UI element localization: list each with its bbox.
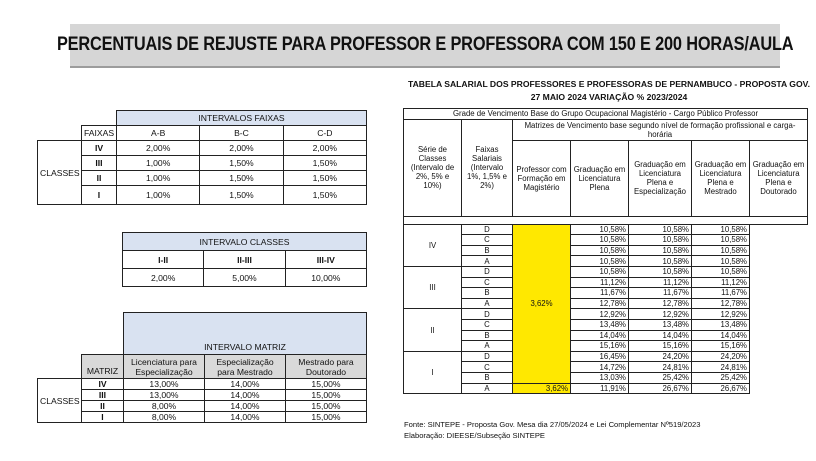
cell: 24,20% — [629, 351, 692, 362]
cell: 1,50% — [283, 186, 366, 205]
faixa-label: A — [462, 256, 513, 267]
cell: 10,58% — [692, 224, 750, 235]
cell: 13,00% — [124, 390, 205, 401]
cell: 11,12% — [629, 277, 692, 288]
cell: 12,78% — [571, 298, 629, 309]
cell: 11,12% — [571, 277, 629, 288]
spacer-row — [404, 216, 808, 224]
cell: 10,00% — [285, 269, 366, 287]
cell: 10,58% — [629, 256, 692, 267]
table-corner — [82, 111, 117, 126]
classes-title: INTERVALO CLASSES — [123, 233, 367, 251]
faixa-label: C — [462, 277, 513, 288]
column-header-mestrado: Graduação em Licenciatura Plena e Mestrado — [692, 140, 750, 216]
cell: 14,04% — [629, 330, 692, 341]
faixas-table — [37, 110, 367, 205]
faixas-row-header: FAIXAS — [82, 126, 117, 141]
column-header: I-II — [123, 251, 204, 269]
table-row — [404, 341, 808, 352]
column-header: III-IV — [285, 251, 366, 269]
table-corner — [82, 313, 124, 355]
source-note: Fonte: SINTEPE - Proposta Gov. Mesa dia 27/05/2024 e Lei Complementar Nº519/2023 — [404, 420, 701, 429]
class-label: IV — [404, 224, 462, 266]
matriz-row-header: MATRIZ — [82, 355, 124, 379]
cell: 11,67% — [629, 288, 692, 299]
cell: 1,50% — [200, 156, 283, 171]
faixa-label: D — [462, 309, 513, 320]
cell: 11,67% — [571, 288, 629, 299]
faixa-label: B — [462, 245, 513, 256]
cell: 15,00% — [286, 412, 367, 423]
table-row — [404, 298, 808, 309]
class-label: II — [404, 309, 462, 351]
cell: 10,58% — [629, 235, 692, 246]
cell: 15,16% — [629, 341, 692, 352]
cell: 12,92% — [692, 309, 750, 320]
cell: 1,50% — [283, 156, 366, 171]
faixa-label: B — [462, 330, 513, 341]
page-banner — [56, 24, 794, 68]
cell: 2,00% — [200, 141, 283, 156]
table-row — [404, 224, 808, 235]
table-row — [404, 319, 808, 330]
table-row — [404, 362, 808, 373]
cell: 15,16% — [571, 341, 629, 352]
cell: 10,58% — [571, 245, 629, 256]
cell: 24,81% — [692, 362, 750, 373]
table-row — [404, 383, 808, 394]
cell: 10,58% — [692, 245, 750, 256]
row-label: III — [82, 156, 117, 171]
magisterio-merged-cell: 3,62% — [513, 224, 571, 383]
class-label: III — [404, 266, 462, 308]
table-row — [404, 372, 808, 383]
faixa-label: B — [462, 372, 513, 383]
column-header: Licenciatura para Especialização — [124, 355, 205, 379]
column-header-magisterio: Professor com Formação em Magistério — [513, 140, 571, 216]
faixa-label: D — [462, 224, 513, 235]
faixa-label: B — [462, 288, 513, 299]
cell: 12,92% — [629, 309, 692, 320]
cell: 13,48% — [571, 319, 629, 330]
cell: 15,00% — [286, 390, 367, 401]
table-corner — [38, 313, 82, 355]
credit-note: Elaboração: DIEESE/Subseção SINTEPE — [404, 431, 545, 440]
cell: 10,58% — [571, 256, 629, 267]
table-corner — [38, 355, 82, 379]
cell: 15,00% — [286, 379, 367, 390]
cell: 10,58% — [629, 245, 692, 256]
table-row — [404, 256, 808, 267]
cell: 8,00% — [124, 412, 205, 423]
cell: 11,12% — [692, 277, 750, 288]
table-row — [404, 351, 808, 362]
faixa-label: A — [462, 298, 513, 309]
faixa-label: C — [462, 235, 513, 246]
cell: 14,04% — [571, 330, 629, 341]
cell: 13,48% — [629, 319, 692, 330]
cell: 10,58% — [571, 224, 629, 235]
column-header-licenciatura: Graduação em Licenciatura Plena — [571, 140, 629, 216]
table-row — [404, 245, 808, 256]
cell: 12,78% — [629, 298, 692, 309]
cell: 24,20% — [692, 351, 750, 362]
column-header-serie: Série de Classes (Intervalo de 2%, 5% e 10%) — [404, 119, 462, 216]
salary-table-heading: TABELA SALARIAL DOS PROFESSORES E PROFESSORAS DE PERNAMBUCO - PROPOSTA GOV. 27 MAIO 2024 VARIAÇÃO % 2023/2024 — [407, 79, 811, 102]
column-header-especializacao: Graduação em Licenciatura Plena e Especialização — [629, 140, 692, 216]
row-label: III — [82, 390, 124, 401]
faixa-label: D — [462, 351, 513, 362]
row-label: IV — [82, 141, 117, 156]
cell: 12,92% — [571, 309, 629, 320]
column-header-faixas: Faixas Salariais (Intervalo 1%, 1,5% e 2%) — [462, 119, 513, 216]
cell: 2,00% — [283, 141, 366, 156]
cell: 1,00% — [117, 171, 200, 186]
row-label: I — [82, 412, 124, 423]
cell: 1,50% — [200, 186, 283, 205]
row-label: II — [82, 171, 117, 186]
cell: 11,91% — [571, 383, 629, 394]
cell: 14,00% — [205, 401, 286, 412]
matriz-table — [37, 312, 367, 423]
cell: 1,50% — [283, 171, 366, 186]
salary-table — [403, 108, 808, 394]
cell: 2,00% — [123, 269, 204, 287]
classes-side-label: CLASSES — [38, 379, 82, 423]
faixa-label: C — [462, 319, 513, 330]
table-corner — [38, 111, 82, 126]
table-row — [404, 309, 808, 320]
cell: 25,42% — [629, 372, 692, 383]
cell: 1,00% — [117, 186, 200, 205]
table-row — [404, 288, 808, 299]
class-label: I — [404, 351, 462, 393]
cell: 5,00% — [204, 269, 285, 287]
matriz-title: INTERVALO MATRIZ — [124, 313, 367, 355]
matrizes-header: Matrizes de Vencimento base segundo nível de formação profissional e carga-horária — [513, 119, 808, 140]
cell: 13,03% — [571, 372, 629, 383]
cell: 11,67% — [692, 288, 750, 299]
faixa-label: A — [462, 383, 513, 394]
cell: 24,81% — [629, 362, 692, 373]
cell: 14,00% — [205, 390, 286, 401]
table-row — [404, 235, 808, 246]
cell: 15,16% — [692, 341, 750, 352]
table-corner — [38, 126, 82, 141]
column-header: II-III — [204, 251, 285, 269]
table-row — [404, 330, 808, 341]
column-header: Mestrado para Doutorado — [286, 355, 367, 379]
cell: 10,58% — [692, 235, 750, 246]
faixa-label: C — [462, 362, 513, 373]
faixa-label: D — [462, 266, 513, 277]
cell: 10,58% — [571, 235, 629, 246]
cell: 1,50% — [200, 171, 283, 186]
cell: 12,78% — [692, 298, 750, 309]
cell: 10,58% — [692, 256, 750, 267]
row-label: I — [82, 186, 117, 205]
classes-table — [122, 232, 367, 287]
cell: 13,00% — [124, 379, 205, 390]
classes-side-label: CLASSES — [38, 141, 82, 205]
cell: 25,42% — [692, 372, 750, 383]
cell: 26,67% — [692, 383, 750, 394]
column-header: C-D — [283, 126, 366, 141]
cell: 2,00% — [117, 141, 200, 156]
cell: 10,58% — [629, 266, 692, 277]
cell: 14,00% — [205, 412, 286, 423]
cell: 10,58% — [571, 266, 629, 277]
cell: 8,00% — [124, 401, 205, 412]
cell: 1,00% — [117, 156, 200, 171]
cell: 13,48% — [692, 319, 750, 330]
row-label: II — [82, 401, 124, 412]
faixa-label: A — [462, 341, 513, 352]
cell: 14,72% — [571, 362, 629, 373]
cell: 26,67% — [629, 383, 692, 394]
row-label: IV — [82, 379, 124, 390]
cell: 10,58% — [692, 266, 750, 277]
cell: 15,00% — [286, 401, 367, 412]
cell: 16,45% — [571, 351, 629, 362]
column-header: B-C — [200, 126, 283, 141]
table-row — [404, 277, 808, 288]
column-header-doutorado: Graduação em Licenciatura Plena e Doutorado — [750, 140, 808, 216]
page-title: PERCENTUAIS DE REJUSTE PARA PROFESSOR E PROFESSORA COM 150 E 200 HORAS/AULA — [56, 34, 794, 55]
column-header: A-B — [117, 126, 200, 141]
faixas-title: INTERVALOS FAIXAS — [117, 111, 367, 126]
salary-table-caption: Grade de Vencimento Base do Grupo Ocupacional Magistério - Cargo Público Professor — [404, 109, 808, 120]
column-header: Especialização para Mestrado — [205, 355, 286, 379]
cell: 10,58% — [629, 224, 692, 235]
table-row — [404, 266, 808, 277]
cell: 14,00% — [205, 379, 286, 390]
cell: 14,04% — [692, 330, 750, 341]
magisterio-cell: 3,62% — [513, 383, 571, 394]
